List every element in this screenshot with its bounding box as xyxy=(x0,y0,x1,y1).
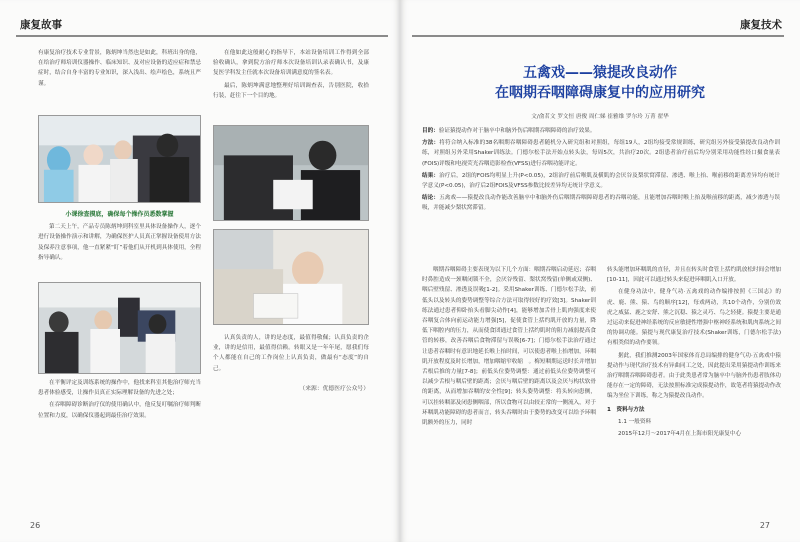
paragraph: 在健身功法中，健身气功·五禽戏的动作编排按照《三国志》的虎、鹿、熊、猿、鸟的顺序[12]，每戏两动，共10个动作，分别仿效虎之威猛、鹿之安舒、熊之沉稳、猿之灵巧、鸟之轻捷。猿提主要是通过运动来促进神经系统的反应敏捷性增强中枢神经系统和肌肉系统之间的协调功能。猿提与现代康复治疗技术(Shaker训练，门德尔松手法)有相类似的动作要领。 xyxy=(607,289,781,347)
page-number-left: 26 xyxy=(30,521,41,530)
article-title-line-1: 五禽戏——猿提改良动作 xyxy=(523,65,677,81)
article-title-line-2: 在咽期吞咽障碍康复中的应用研究 xyxy=(495,85,705,101)
paragraph: 在吞咽障碍诊断治疗仪的使用确认中，他反复叮嘱治疗师判断位置和力度，以确保仪器起到最佳治疗效果。 xyxy=(38,402,201,419)
paragraph: 转头能增加环咽肌的直径，并且在转头时食管上括约肌放松时间会增加[10-11]，因此可以通过转头来促进环咽肌入口开放。 xyxy=(607,267,781,284)
abstract-conclusion: 结论：五禽戏——猿提改良动作能改善脑卒中和脑外伤后咽期吞咽障碍患者的吞咽功能，且能增加吞咽时喉上抬及喉前移的距离，减少渗透与误吸，并能减少梨状窝滞留。 xyxy=(422,195,780,212)
left-column-2 xyxy=(213,48,369,103)
right-page xyxy=(400,0,800,542)
photo-caption: 小课徐查摸底，确保每个操作员悉数掌握 xyxy=(65,211,174,218)
page-number-right: 27 xyxy=(759,521,770,530)
left-column-1c xyxy=(38,378,201,423)
paragraph: 在他如此这般耐心的指导下，本站设备培训工作得到全部验收确认，拿到院方治疗师本次设备培训认录表确认书，及康复医学科发主任就本次设备培训满意度的签名表。 xyxy=(213,50,369,77)
left-column-1 xyxy=(38,48,201,91)
right-column-1 xyxy=(422,265,596,430)
source-note: （来源：优德医疗公众号） xyxy=(299,385,369,392)
paragraph: 最后，陈炳坤满意地整理好培训调查表，告别医院，收拾行装，赶往下一个目的地。 xyxy=(213,82,369,99)
subsection-heading: 1.1 一般资料 xyxy=(618,418,652,425)
authors: 文/俞茗文 罗文恒 唐俊 周仁娣 崔雅维 罗尔玲 万菁 翟华 xyxy=(531,114,669,120)
abstract-method: 方法：将符合纳入标准的38名咽期吞咽障碍患者随机分入研究组和对照组，每组19人，2组均接受常规训练，研究组另外接受猿提改良动作训练，对照组另外采用Shaker训练法。门德尔松手法开始点转头法，每周5次，共治疗20次。2组患者治疗前后均分别采用功能性经口摄食量表(FOIS)评级和电视荧光吞咽造影检查(VFSS)进行吞咽功能评定。 xyxy=(422,140,780,167)
abstract-purpose: 目的：验证猿提动作对于脑卒中和脑外伤后咽期吞咽障碍的治疗效果。 xyxy=(422,128,596,134)
section-label-right: 康复技术 xyxy=(740,19,782,31)
paragraph: 咽期吞咽障碍主要表现为以下几个方面：咽期吞咽启动延迟；吞咽时鼻腔造成一颈咽闭锁不全，会厌谷残留、梨状窝残留(单侧或双侧)、咽后壁残留、渗透及误吸[1-2]。采用Shaker训练、门德尔松手法，前低头以及转头的姿势调整等综合方法可取得较好的疗效[3]。Shaker训练法通过患者仰卧抬头看脚尖动作[4]，能够增加舌骨上肌肉强度来使吞咽复合体向前运动能力增强[5]，促使食管上括约肌开放的力量，降低下咽腔内的压力，从而使食团通过食管上括约肌时的阻力减弱提高食管的转移，改善吞咽后食物滞留与误吸[6-7]；门德尔松手法治疗通过让患者吞咽时有意识地延长喉上抬时间，可以使患者喉上抬增加，环咽肌开放程度及时长增加，增加咽缩窄收缩 。梅短咽期运送时长并增加舌根后推的力量[7-8]；前低头位姿势调整：通过前低头位姿势调整可以减少舌根与咽后壁的距离；会厌与咽后壁的距离以及会厌与构状软骨的距离，从而增加吞咽的安全性[9]；转头姿势调整：将头转向患侧，可以挂转咽部及闭患侧咽部，所以食物可以由较正常的一侧流入，对于环咽肌功能障碍的患者而言，转头吞咽时由于姿势的改变可以给予环咽肌额外的压力，同时 xyxy=(422,267,596,427)
section-label-left: 康复故事 xyxy=(20,19,62,31)
abstract-label: 方法： xyxy=(422,140,440,147)
paragraph: 有康复治疗技术专业背景，陈炳坤当然也是如此，科班出身的他，在给治疗师培训仪器操作、临床知识、及对应设备的适应症和禁忌症时，结合自身丰富的专业知识，深入浅出、绘声绘色，系统且严谨。 xyxy=(38,50,201,87)
training-photo-2 xyxy=(38,282,201,374)
paragraph: 据此，我们推测2003年国家体育总局编排的健身气功·五禽戏中猿提动作与现代治疗技术有异曲同工之处，因此提出采用猿提动作训练来治疗咽期吞咽障碍患者。由于此类患者常为脑卒中与脑外伤患者肢体功能存在一定的障碍，无法按照标准完成猿提动作，故笔者将猿提动作改编为坐位下训练，称之为猿提改良动作。 xyxy=(607,352,781,400)
header-rule xyxy=(412,35,784,37)
section-heading: 1 资料与方法 xyxy=(607,406,645,413)
left-column-1b xyxy=(38,207,201,265)
header-rule xyxy=(16,35,388,37)
paragraph: 认真负责的人，讲的是态度，最值得敬佩；认真负责的企业，讲的是信用，最值得信赖。转眼又是一年年尾，愿我们每个人都能在自己的工作岗位上认真负责，做最有“态度”的自己。 xyxy=(213,335,369,372)
abstract-label: 目的： xyxy=(422,128,439,134)
paragraph: 2015年12月～2017年4月在上海市阳光康复中心 xyxy=(618,431,742,438)
abstract-label: 结论： xyxy=(422,195,440,202)
paragraph: 第二天上午，产品专员陈炳坤到科室里具体设备操作人，逐个进行设备操作演示和讲解，为确保医护人员真正掌握设备使用方法及保养注意事项，他一直紧紧“盯”着他们从开机到具体使用，全程指导确认。 xyxy=(38,224,201,261)
training-photo-4 xyxy=(213,229,369,325)
training-photo-3 xyxy=(213,125,369,221)
right-column-2 xyxy=(607,265,781,441)
abstract-label: 结果： xyxy=(422,172,440,179)
left-column-2b xyxy=(213,333,369,396)
paragraph: 在平衡评定及训练系统的操作中，他找来科室其他治疗师充当患者体验感受，让操作员真正实际理解设备的先进之处； xyxy=(38,380,201,397)
abstract-result: 结果：治疗后，2组的FOIS均明显上升(P<0.05)，2组治疗前后喉肌及横肌的会厌谷及梨状窝滞留、渗透、喉上抬、喉前移的距离差异均有统计学意义(P<0.05)，治疗后2组FOIS及VFSS参数比较差异均无统计学意义。 xyxy=(422,172,780,190)
training-photo-1 xyxy=(38,115,201,203)
abstract xyxy=(422,126,780,216)
